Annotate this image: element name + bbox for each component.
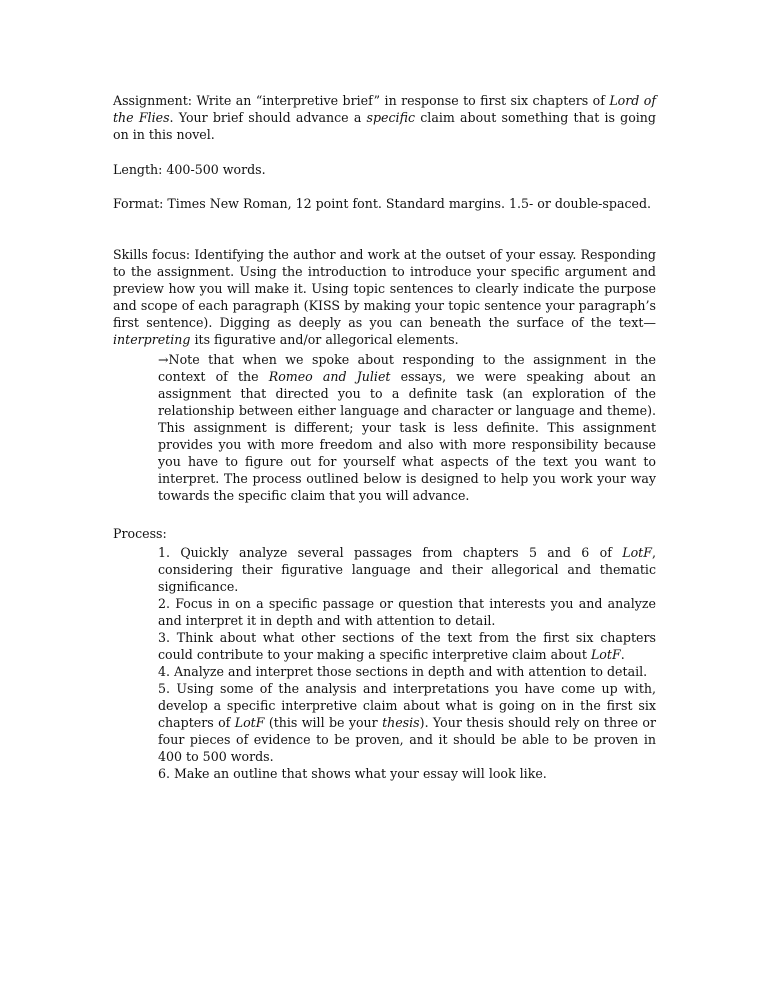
- assignment-paragraph: [113, 92, 656, 143]
- length-paragraph: [113, 161, 656, 178]
- process-step-3: 3. Think about what other sections of the text from the first six chapters could contribute to your making a specific interpretive claim about LotF.: [158, 630, 656, 662]
- book-title: Lord of the Flies: [113, 93, 656, 125]
- skills-paragraph: [113, 246, 656, 348]
- process-step-6: 6. Make an outline that shows what your essay will look like.: [158, 766, 547, 781]
- note-text: →Note that when we spoke about responding to the assignment in the context of the: [158, 352, 656, 384]
- skills-text: Skills focus: Identifying the author and work at the outset of your essay. Responding to the assignment. Using the introduction to introduce your specific argument and preview how you will make it. Using topic sentences to clearly indicate the purpose and scope of each paragraph (KISS by making your topic sentence your paragraph’s first sentence). Digging as deeply as you can beneath the surface of the text—: [113, 247, 656, 330]
- play-title: Romeo and Juliet: [268, 369, 391, 384]
- book-abbrev: LotF: [590, 647, 621, 662]
- emphasis-thesis: thesis: [382, 715, 420, 730]
- note-paragraph: [158, 351, 656, 504]
- process-step-2: 2. Focus in on a specific passage or question that interests you and analyze and interpret it in depth and with attention to detail.: [158, 596, 656, 628]
- format-paragraph: [113, 195, 656, 212]
- skills-text-2: its figurative and/or allegorical elements.: [190, 332, 459, 347]
- process-step-4: 4. Analyze and interpret those sections in depth and with attention to detail.: [158, 664, 648, 679]
- assignment-text-2: . Your brief should advance a: [169, 110, 367, 125]
- process-step-1: 1. Quickly analyze several passages from chapters 5 and 6 of LotF, considering their figurative language and their allegorical and thematic significance.: [158, 545, 656, 594]
- emphasis-specific: specific: [366, 110, 416, 125]
- process-heading-text: Process:: [113, 526, 167, 541]
- process-heading: [113, 525, 656, 542]
- note-text-2: essays, we were speaking about an assignment that directed you to a definite task (an exploration of the relationship between either language and character or language and theme). This assignment is different; your task is less definite. This assignment provides you with more freedom and also with more responsibility because you have to figure out for yourself what aspects of the text you want to interpret. The process outlined below is designed to help you work your way towards the specific claim that you will advance.: [158, 369, 656, 503]
- emphasis-interpreting: interpreting: [113, 332, 191, 347]
- process-step-5: 5. Using some of the analysis and interpretations you have come up with, develop a specific interpretive claim about what is going on in the first six chapters of LotF (this will be your thesis). Your thesis should rely on three or four pieces of evidence to be proven, and it should be able to be proven in 400 to 500 words.: [158, 681, 656, 764]
- format-text: Format: Times New Roman, 12 point font. Standard margins. 1.5- or double-spaced.: [113, 196, 652, 211]
- assignment-text-3: claim about something that is going on in this novel.: [113, 110, 656, 142]
- book-abbrev: LotF: [234, 715, 265, 730]
- assignment-text: Assignment: Write an “interpretive brief” in response to first six chapters of: [113, 93, 610, 108]
- book-abbrev: LotF: [622, 545, 652, 560]
- length-text: Length: 400-500 words.: [113, 162, 266, 177]
- process-steps: [158, 544, 656, 782]
